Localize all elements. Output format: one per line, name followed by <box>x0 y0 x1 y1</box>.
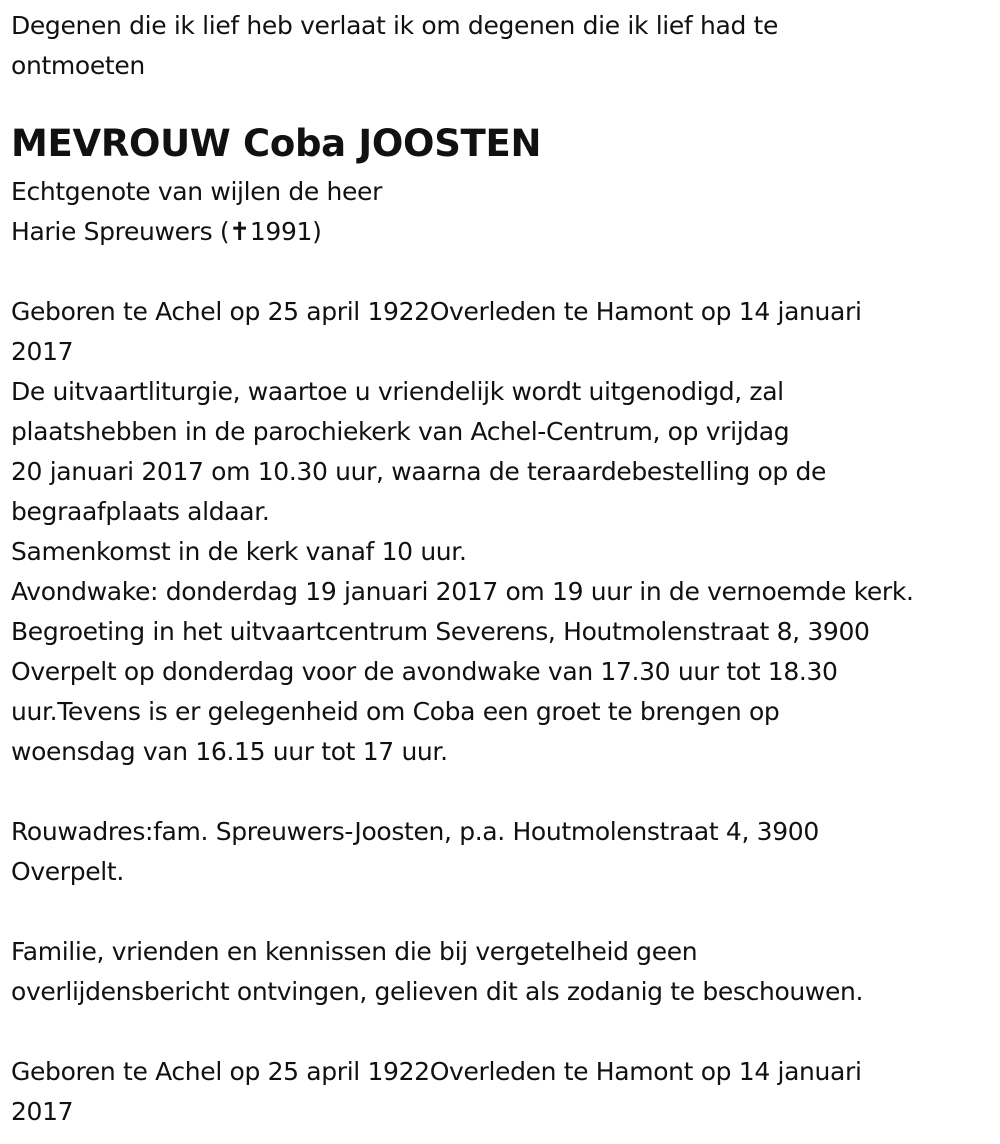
mourning-address <box>11 812 991 892</box>
spouse-line: Harie Spreuwers (✝1991) <box>11 217 322 246</box>
notice-line: overlijdensbericht ontvingen, gelieven dit als zodanig te beschouwen. <box>11 977 864 1006</box>
notice-line: Familie, vrienden en kennissen die bij vergetelheid geen <box>11 937 698 966</box>
notice-text <box>11 932 991 1012</box>
spacer <box>11 1012 991 1052</box>
funeral-details <box>11 372 991 772</box>
address-line: Overpelt. <box>11 857 124 886</box>
funeral-line: Avondwake: donderdag 19 januari 2017 om 19 uur in de vernoemde kerk. <box>11 577 914 606</box>
deceased-name: MEVROUW Coba JOOSTEN <box>11 122 542 165</box>
funeral-line: Samenkomst in de kerk vanaf 10 uur. <box>11 537 467 566</box>
quote-line: ontmoeten <box>11 51 145 80</box>
funeral-line: Overpelt op donderdag voor de avondwake van 17.30 uur tot 18.30 <box>11 657 838 686</box>
quote-line: Degenen die ik lief heb verlaat ik om degenen die ik lief had te <box>11 11 779 40</box>
address-line: Rouwadres:fam. Spreuwers-Joosten, p.a. Houtmolenstraat 4, 3900 <box>11 817 819 846</box>
birth-death-info-repeat <box>11 1052 991 1132</box>
spacer <box>11 892 991 932</box>
obituary-document <box>11 6 991 1132</box>
funeral-line: Begroeting in het uitvaartcentrum Severens, Houtmolenstraat 8, 3900 <box>11 617 870 646</box>
opening-quote <box>11 6 991 86</box>
life-line: 2017 <box>11 337 74 366</box>
funeral-line: begraafplaats aldaar. <box>11 497 270 526</box>
spacer <box>11 772 991 812</box>
funeral-line: plaatshebben in de parochiekerk van Achel-Centrum, op vrijdag <box>11 417 790 446</box>
spouse-info <box>11 172 991 252</box>
spouse-line: Echtgenote van wijlen de heer <box>11 177 383 206</box>
life-line: Geboren te Achel op 25 april 1922Overleden te Hamont op 14 januari <box>11 297 862 326</box>
spacer <box>11 252 991 292</box>
birth-death-info <box>11 292 991 372</box>
funeral-line: De uitvaartliturgie, waartoe u vriendelijk wordt uitgenodigd, zal <box>11 377 784 406</box>
life-line: 2017 <box>11 1097 74 1126</box>
funeral-line: woensdag van 16.15 uur tot 17 uur. <box>11 737 448 766</box>
funeral-line: uur.Tevens is er gelegenheid om Coba een groet te brengen op <box>11 697 780 726</box>
life-line: Geboren te Achel op 25 april 1922Overleden te Hamont op 14 januari <box>11 1057 862 1086</box>
funeral-line: 20 januari 2017 om 10.30 uur, waarna de teraardebestelling op de <box>11 457 827 486</box>
